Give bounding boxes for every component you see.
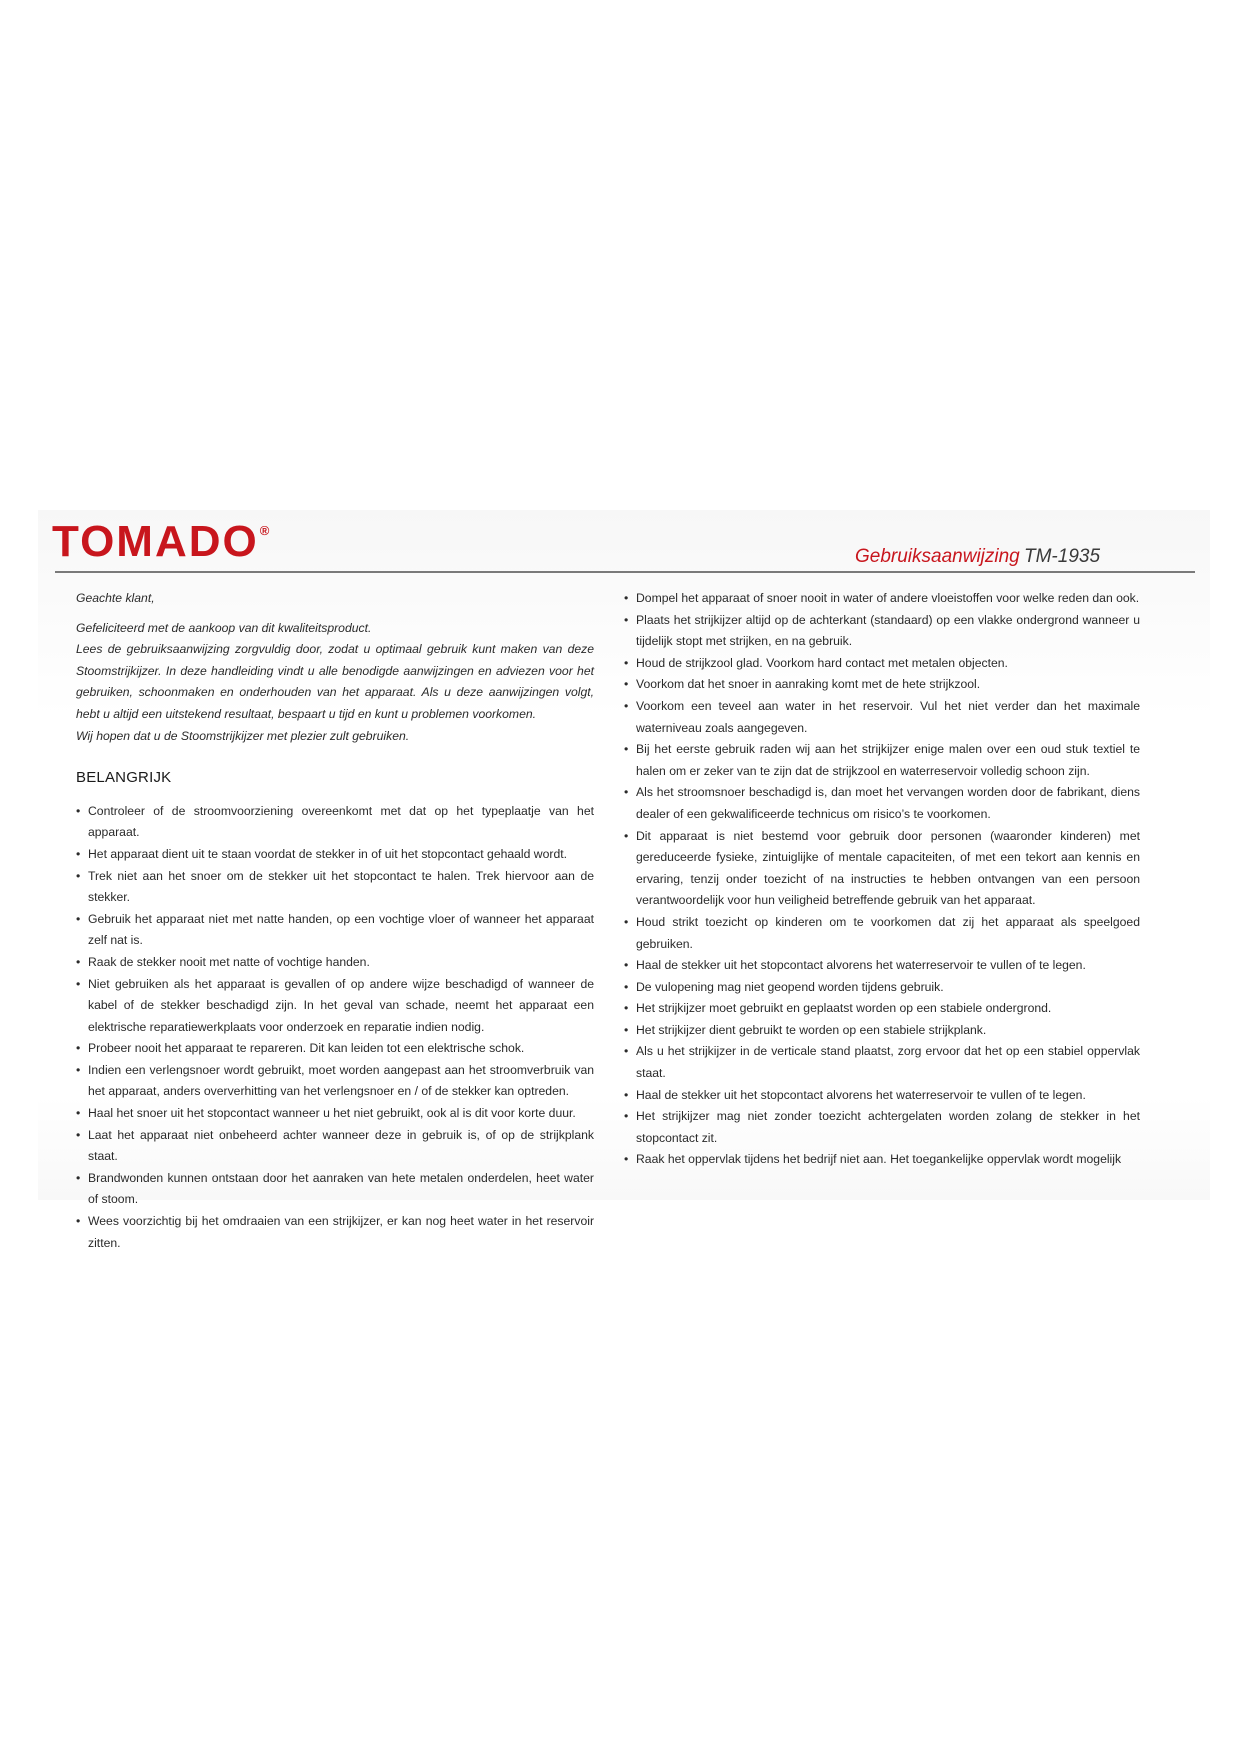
safety-list-right — [624, 588, 1140, 1171]
list-item: • Dit apparaat is niet bestemd voor gebruik door personen (waaronder kinderen) met gereduceerde fysieke, zintuiglijke of mentale capaciteiten, of met een tekort aan kennis en ervaring, tenzij onder toezicht of na instructies te hebben ontvangen van een persoon verantwoordelijk voor hun veiligheid betreffende gebruik van het apparaat. — [624, 826, 1140, 912]
model-number: TM-1935 — [1024, 546, 1101, 567]
list-item: • Voorkom dat het snoer in aanraking komt met de hete strijkzool. — [624, 674, 1140, 696]
greeting: Geachte klant, — [76, 591, 155, 605]
list-item: • Het strijkijzer dient gebruikt te worden op een stabiele strijkplank. — [624, 1020, 1140, 1042]
list-item: • Wees voorzichtig bij het omdraaien van een strijkijzer, er kan nog heet water in het reservoir zitten. — [76, 1211, 594, 1254]
section-heading-important: BELANGRIJK — [76, 769, 172, 787]
left-column — [76, 588, 594, 1254]
list-item: • Het strijkijzer mag niet zonder toezicht achtergelaten worden zolang de stekker in het stopcontact zit. — [624, 1106, 1140, 1149]
list-item: • Dompel het apparaat of snoer nooit in water of andere vloeistoffen voor welke reden dan ook. — [624, 588, 1140, 610]
list-item: • Bij het eerste gebruik raden wij aan het strijkijzer enige malen over een oud stuk textiel te halen om er zeker van te zijn dat de strijkzool en waterreservoir volledig schoon zijn. — [624, 739, 1140, 782]
list-item: • Plaats het strijkijzer altijd op de achterkant (standaard) op een vlakke ondergrond wanneer u tijdelijk stopt met strijken, en na gebruik. — [624, 610, 1140, 653]
list-item: • Indien een verlengsnoer wordt gebruikt, moet worden aangepast aan het stroomverbruik van het apparaat, anders oververhitting van het verlengsnoer en / of de stekker kan optreden. — [76, 1060, 594, 1103]
right-column — [624, 588, 1140, 1171]
list-item: • Als u het strijkijzer in de verticale stand plaatst, zorg ervoor dat het op een stabiel oppervlak staat. — [624, 1041, 1140, 1084]
list-item: • Houd strikt toezicht op kinderen om te voorkomen dat zij het apparaat als speelgoed gebruiken. — [624, 912, 1140, 955]
list-item: • Gebruik het apparaat niet met natte handen, op een vochtige vloer of wanneer het apparaat zelf nat is. — [76, 909, 594, 952]
list-item: • Als het stroomsnoer beschadigd is, dan moet het vervangen worden door de fabrikant, diens dealer of een gekwalificeerde technicus om risico’s te voorkomen. — [624, 782, 1140, 825]
list-item: • Raak het oppervlak tijdens het bedrijf niet aan. Het toegankelijke oppervlak wordt mogelijk — [624, 1149, 1140, 1171]
list-item: • Probeer nooit het apparaat te repareren. Dit kan leiden tot een elektrische schok. — [76, 1038, 594, 1060]
list-item: • Haal de stekker uit het stopcontact alvorens het waterreservoir te vullen of te legen. — [624, 955, 1140, 977]
list-item: • Niet gebruiken als het apparaat is gevallen of op andere wijze beschadigd of wanneer de kabel of de stekker beschadigd zijn. In het geval van schade, neemt het apparaat een elektrische reparatiewerkplaats voor onderzoek en reparatie indien nodig. — [76, 974, 594, 1039]
safety-list-left — [76, 801, 594, 1254]
list-item: • Voorkom een teveel aan water in het reservoir. Vul het niet verder dan het maximale waterniveau zoals aangegeven. — [624, 696, 1140, 739]
list-item: • De vulopening mag niet geopend worden tijdens gebruik. — [624, 977, 1140, 999]
list-item: • Brandwonden kunnen ontstaan door het aanraken van hete metalen onderdelen, heet water of stoom. — [76, 1168, 594, 1211]
document-title: Gebruiksaanwijzing — [855, 546, 1020, 567]
intro-paragraph: Wij hopen dat u de Stoomstrijkijzer met plezier zult gebruiken. — [76, 728, 410, 743]
list-item: • Laat het apparaat niet onbeheerd achter wanneer deze in gebruik is, of op de strijkplank staat. — [76, 1125, 594, 1168]
intro-text — [76, 588, 594, 747]
header-divider — [55, 571, 1195, 573]
tomado-logo: TOMADO® — [52, 517, 270, 566]
list-item: • Raak de stekker nooit met natte of vochtige handen. — [76, 952, 594, 974]
list-item: • Controleer of de stroomvoorziening overeenkomt met dat op het typeplaatje van het apparaat. — [76, 801, 594, 844]
list-item: • Het strijkijzer moet gebruikt en geplaatst worden op een stabiele ondergrond. — [624, 998, 1140, 1020]
list-item: • Haal de stekker uit het stopcontact alvorens het waterreservoir te vullen of te legen. — [624, 1085, 1140, 1107]
list-item: • Trek niet aan het snoer om de stekker uit het stopcontact te halen. Trek hiervoor aan de stekker. — [76, 866, 594, 909]
list-item: • Houd de strijkzool glad. Voorkom hard contact met metalen objecten. — [624, 653, 1140, 675]
intro-paragraph: Lees de gebruiksaanwijzing zorgvuldig door, zodat u optimaal gebruik kunt maken van deze Stoomstrijkijzer. In deze handleiding vindt u alle benodigde aanwijzingen en adviezen voor het gebruiken, schoonmaken en onderhouden van het apparaat. Als u deze aanwijzingen volgt, hebt u altijd een uitstekend resultaat, bespaart u tijd en kunt u problemen voorkomen. — [76, 642, 594, 721]
list-item: • Haal het snoer uit het stopcontact wanneer u het niet gebruikt, ook al is dit voor korte duur. — [76, 1103, 594, 1125]
intro-paragraph: Gefeliciteerd met de aankoop van dit kwaliteitsproduct. — [76, 620, 372, 635]
list-item: • Het apparaat dient uit te staan voordat de stekker in of uit het stopcontact gehaald wordt. — [76, 844, 594, 866]
